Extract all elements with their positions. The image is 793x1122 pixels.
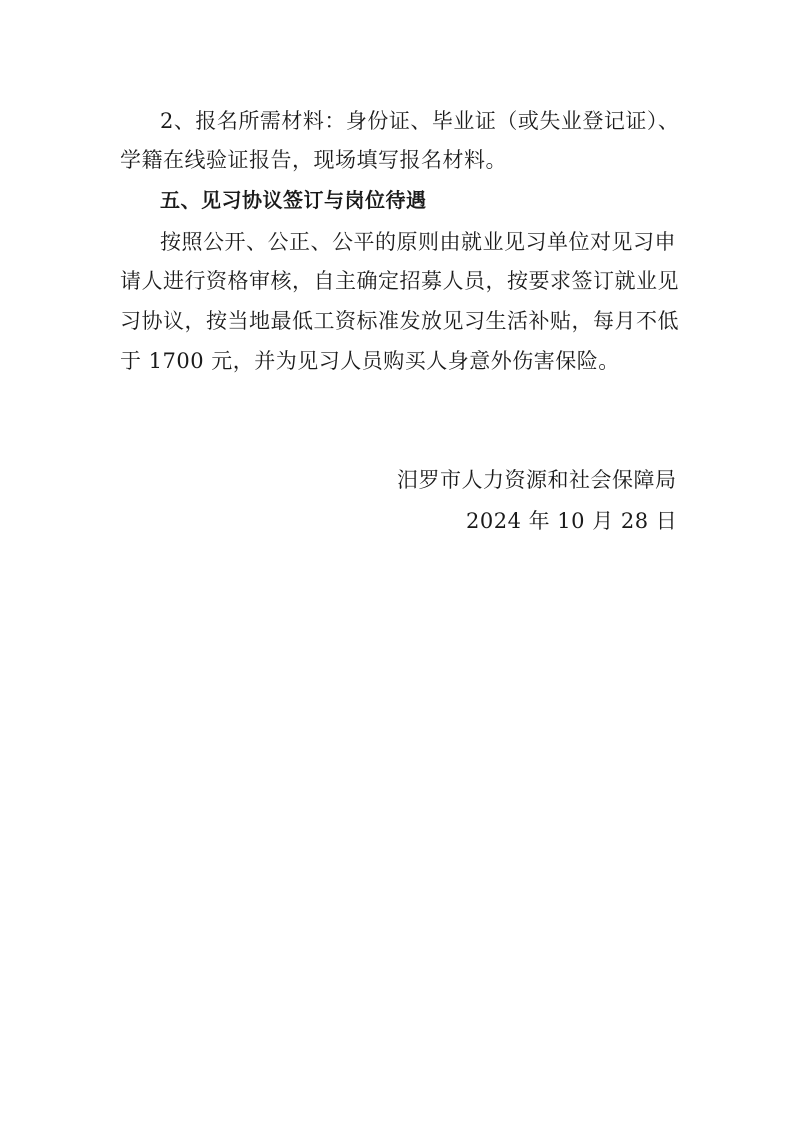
issuer-name: 汨罗市人力资源和社会保障局 [397, 468, 677, 492]
issue-date: 2024 年 10 月 28 日 [466, 509, 678, 533]
item-2-line-1: 2、报名所需材料：身份证、毕业证（或失业登记证）、 [160, 109, 680, 133]
section-5-paragraph-line-2: 请人进行资格审核，自主确定招募人员，按要求签订就业见 [120, 269, 679, 293]
section-5-paragraph-line-4: 于 1700 元，并为见习人员购买人身意外伤害保险。 [120, 349, 620, 373]
item-2-line-2: 学籍在线验证报告，现场填写报名材料。 [120, 148, 507, 172]
section-5-paragraph-line-3: 习协议，按当地最低工资标准发放见习生活补贴，每月不低 [120, 309, 679, 333]
section-5-heading: 五、见习协议签订与岗位待遇 [160, 188, 427, 212]
section-5-paragraph-line-1: 按照公开、公正、公平的原则由就业见习单位对见习申 [160, 230, 676, 254]
